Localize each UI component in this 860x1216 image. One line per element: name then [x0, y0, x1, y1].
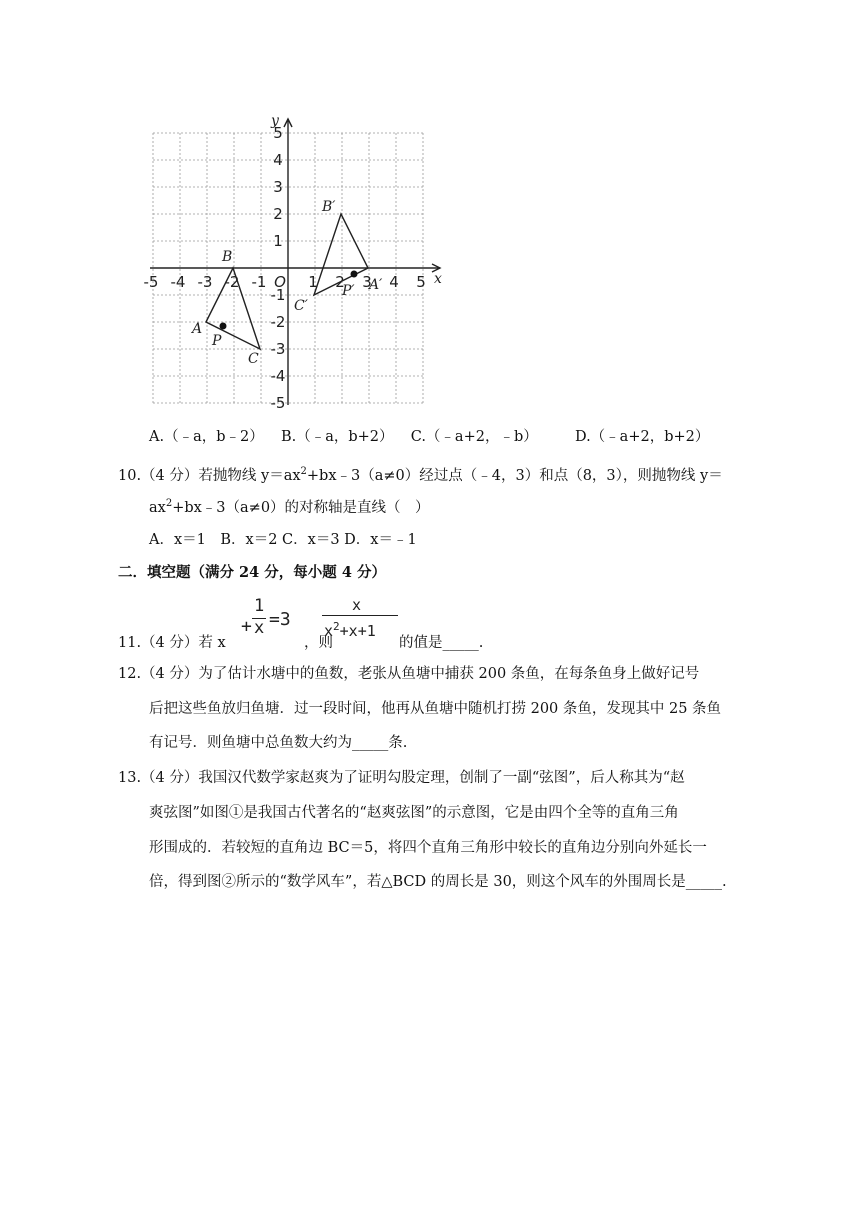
- q10-eq1b: +bx﹣3（a≠0）经过点（﹣4，3）和点（8，3），则抛物线 y＝: [306, 467, 723, 484]
- q11-equation-image: + 1 x =3: [241, 596, 291, 638]
- y-tick-label: -3: [270, 340, 286, 358]
- x-axis-label: x: [434, 271, 442, 287]
- coordinate-grid-figure: [140, 105, 460, 415]
- y-tick-label: 1: [273, 232, 283, 250]
- q11-frac2-den-sup: 2: [333, 620, 340, 633]
- x-tick-label: 2: [335, 273, 345, 291]
- q12-line2: 后把这些鱼放归鱼塘．过一段时间，他再从鱼塘中随机打捞 200 条鱼，发现其中 25 条鱼: [149, 701, 722, 717]
- q11-eq-rhs: =3: [269, 609, 291, 630]
- q10-line2a: ax: [149, 499, 166, 516]
- label-p: P: [212, 333, 222, 349]
- q10-eq1: y＝ax: [261, 467, 301, 484]
- y-tick-label: 2: [273, 205, 283, 223]
- q13-line2: 爽弦图”如图①是我国古代著名的“赵爽弦图”的示意图，它是由四个全等的直角三角: [149, 805, 679, 821]
- label-c-prime: C′: [294, 298, 308, 314]
- q11-frac2-num: x: [352, 596, 362, 614]
- y-axis-label: y: [271, 113, 279, 129]
- q11-prefix: 11.（4 分）若 x: [118, 635, 226, 651]
- q11-frac-num: 1: [254, 596, 265, 616]
- q11-suffix: 的值是_____.: [399, 635, 484, 651]
- q10-line2: [149, 494, 430, 518]
- x-tick-label: 5: [416, 273, 426, 291]
- q11-frac2-den-a: x: [324, 622, 334, 640]
- x-tick-label: -4: [170, 273, 186, 291]
- label-b: B: [222, 249, 233, 265]
- q12-line1: 12.（4 分）为了估计水塘中的鱼数，老张从鱼塘中捕获 200 条鱼，在每条鱼身上做好记号: [118, 666, 700, 682]
- q12-line3: 有记号．则鱼塘中总鱼数大约为_____条.: [149, 735, 408, 751]
- x-tick-label: O: [274, 273, 286, 291]
- q9-option-b: B.（﹣a，b+2）: [280, 429, 394, 445]
- y-tick-label: -5: [270, 394, 286, 412]
- y-tick-label: -1: [270, 286, 286, 304]
- point-p-dot: [220, 323, 227, 330]
- q10-line2b: +bx﹣3（a≠0）的对称轴是直线（ ）: [172, 499, 430, 516]
- x-tick-label: 3: [362, 273, 372, 291]
- y-tick-label: -2: [270, 313, 286, 331]
- y-tick-label: 4: [273, 151, 283, 169]
- label-a-prime: A′: [369, 277, 383, 293]
- x-tick-label: 4: [389, 273, 399, 291]
- q10-options: A．x＝1 B．x＝2 C．x＝3 D．x＝﹣1: [149, 532, 417, 548]
- x-tick-label: -5: [143, 273, 159, 291]
- label-c: C: [248, 351, 259, 367]
- q9-option-a: A.（﹣a，b﹣2）: [149, 429, 264, 445]
- q11-middle: ，则: [304, 635, 333, 651]
- axes: [150, 119, 440, 405]
- q9-option-c: C.（﹣a+2，﹣b）: [410, 429, 538, 445]
- q10-sup2: 2: [165, 498, 173, 509]
- x-tick-label: -2: [224, 273, 240, 291]
- label-b-prime: B′: [322, 199, 336, 215]
- q9-option-d: D.（﹣a+2，b+2）: [574, 429, 710, 445]
- x-tick-label: 1: [308, 273, 318, 291]
- y-tick-label: 5: [273, 124, 283, 142]
- label-p-prime: P′: [342, 283, 355, 299]
- q10-sup1: 2: [300, 466, 307, 477]
- q9-options: [149, 427, 709, 447]
- y-tick-label: 3: [273, 178, 283, 196]
- q13-line4: 倍，得到图②所示的“数学风车”，若△BCD 的周长是 30，则这个风车的外围周长是_____.: [149, 874, 727, 890]
- q13-line3: 形围成的．若较短的直角边 BC＝5，将四个直角三角形中较长的直角边分别向外延长一: [149, 840, 707, 856]
- label-a: A: [192, 321, 203, 337]
- q11-fraction2: [320, 596, 400, 642]
- q11-frac2-den-c: +x+1: [339, 622, 376, 640]
- x-tick-label: -3: [197, 273, 213, 291]
- q10-number: 10.（4 分）若抛物线: [118, 467, 262, 484]
- q13-line1: 13.（4 分）我国汉代数学家赵爽为了证明勾股定理，创制了一副“弦图”，后人称其为“赵: [118, 770, 685, 786]
- q10-line1: [118, 462, 723, 486]
- section-2-heading: 二．填空题（满分 24 分，每小题 4 分）: [118, 564, 386, 581]
- y-tick-label: -4: [270, 367, 286, 385]
- q11-frac-den: x: [254, 618, 265, 638]
- point-p-prime-dot: [351, 271, 358, 278]
- x-tick-label: -1: [251, 273, 267, 291]
